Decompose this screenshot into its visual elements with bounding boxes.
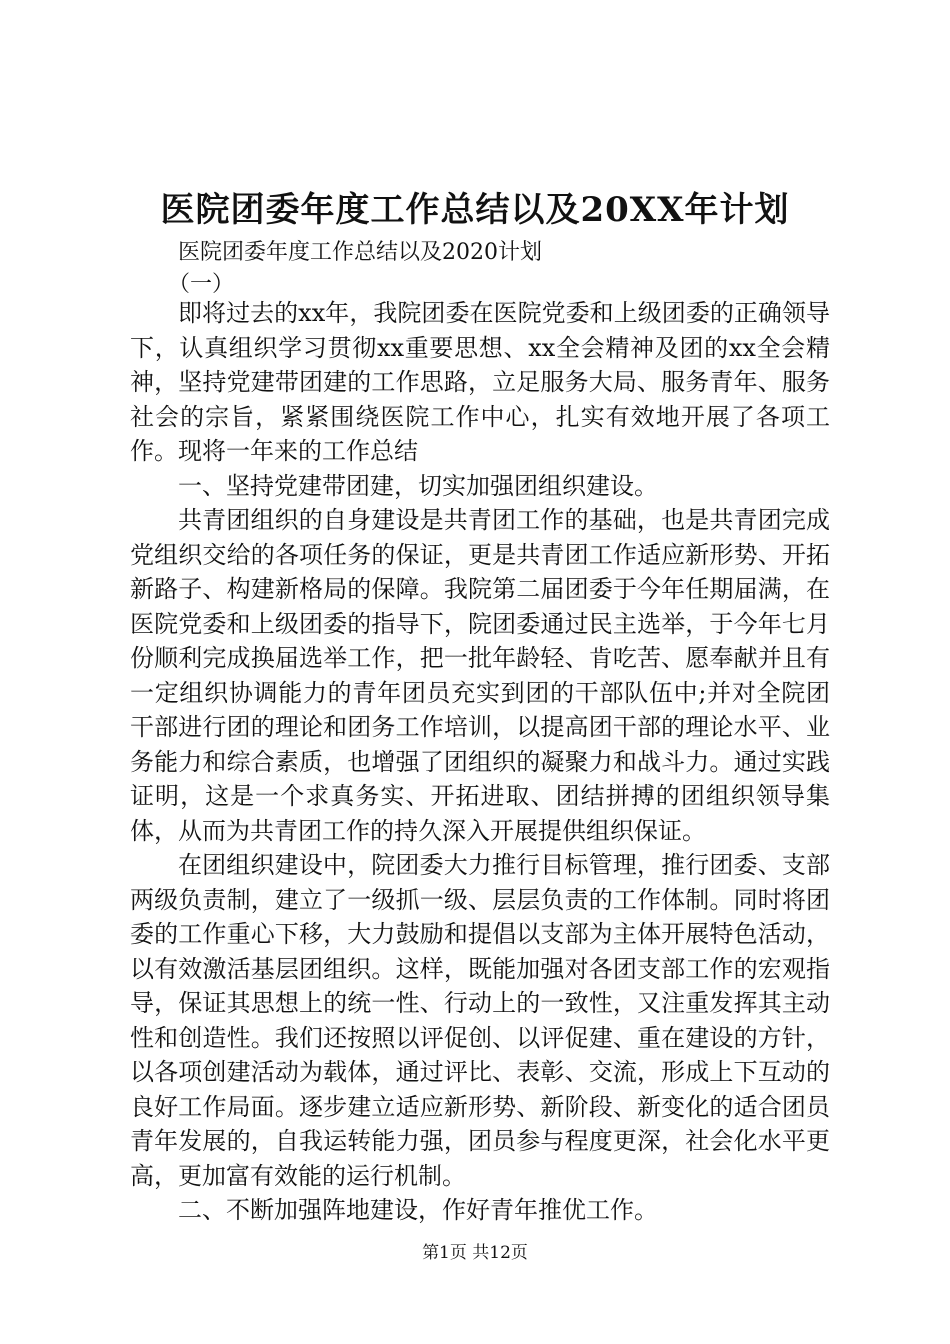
paragraph-org-building: 共青团组织的自身建设是共青团工作的基础，也是共青团完成党组织交给的各项任务的保证，更是共青团工作适应新形势、开拓新路子、构建新格局的保障。我院第二届团委于今年任期届满，在医院党委和上级团委的指导下，院团委通过民主选举，于今年七月份顺利完成换届选举工作，把一批年龄轻、肯吃苦、愿奉献并且有一定组织协调能力的青年团员充实到团的干部队伍中;并对全院团干部进行团的理论和团务工作培训，以提高团干部的理论水平、业务能力和综合素质，也增强了团组织的凝聚力和战斗力。通过实践证明，这是一个求真务实、开拓进取、团结拼搏的团组织领导集体，从而为共青团工作的持久深入开展提供组织保证。 <box>130 506 830 845</box>
section-mark: （一） <box>168 272 235 297</box>
paragraph-intro: 即将过去的xx年，我院团委在医院党委和上级团委的正确领导下，认真组织学习贯彻xx重要思想、xx全会精神及团的xx全会精神，坚持党建带团建的工作思路，立足服务大局、服务青年、服务社会的宗旨，紧紧围绕医院工作中心，扎实有效地开展了各项工作。现将一年来的工作总结 <box>130 299 830 465</box>
section-heading-1: 一、坚持党建带团建，切实加强团组织建设。 <box>178 471 658 500</box>
section-heading-2: 二、不断加强阵地建设，作好青年推优工作。 <box>178 1196 658 1224</box>
document-body <box>130 296 830 1228</box>
page-footer: 第1页 共12页 <box>422 1243 528 1263</box>
document-subtitle: 医院团委年度工作总结以及2020计划 <box>178 240 542 265</box>
document-title: 医院团委年度工作总结以及20XX年计划 <box>160 190 790 230</box>
paragraph-target-management: 在团组织建设中，院团委大力推行目标管理，推行团委、支部两级负责制，建立了一级抓一级、层层负责的工作体制。同时将团委的工作重心下移，大力鼓励和提倡以支部为主体开展特色活动，以有效激活基层团组织。这样，既能加强对各团支部工作的宏观指导，保证其思想上的统一性、行动上的一致性，又注重发挥其主动性和创造性。我们还按照以评促创、以评促建、重在建设的方针，以各项创建活动为载体，通过评比、表彰、交流，形成上下互动的良好工作局面。逐步建立适应新形势、新阶段、新变化的适合团员青年发展的，自我运转能力强，团员参与程度更深，社会化水平更高，更加富有效能的运行机制。 <box>130 851 830 1190</box>
